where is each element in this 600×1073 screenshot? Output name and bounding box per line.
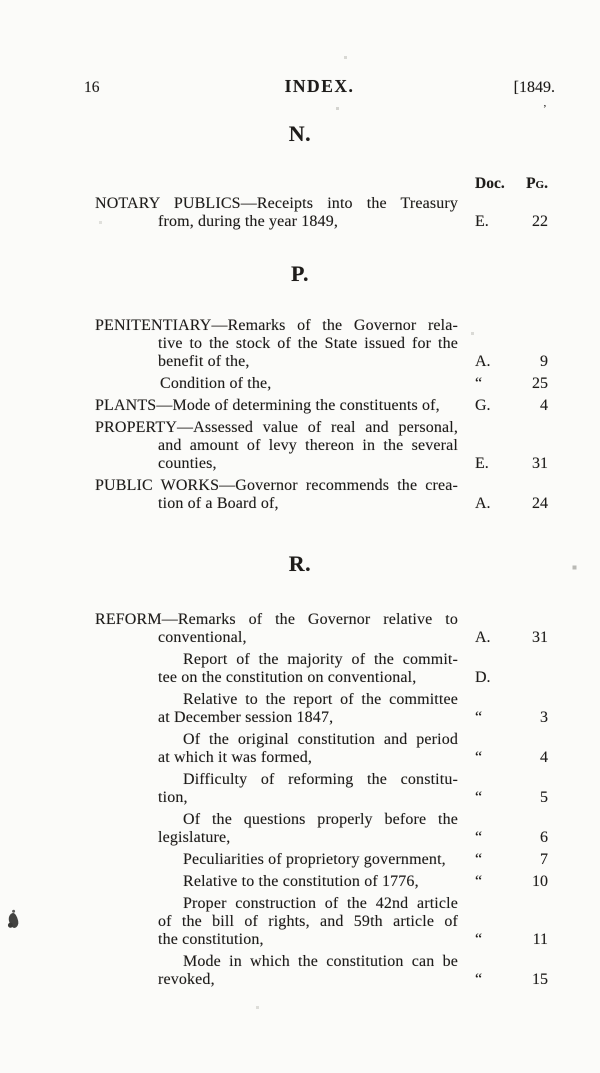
entry-line: tee on the constitution on conventional, — [158, 669, 417, 686]
entry-line: revoked, — [158, 971, 215, 988]
entry-line: benefit of the, — [158, 353, 250, 370]
section-letter: R. — [288, 551, 312, 576]
doc-cell: “ — [475, 375, 483, 392]
entry-line: Mode in which the constitution can be — [183, 953, 458, 970]
year-label: [1849. — [513, 79, 555, 96]
entry-line: Proper construction of the 42nd article — [183, 895, 458, 912]
pg-cell: 9 — [540, 353, 548, 370]
page-number: 16 — [84, 79, 100, 96]
doc-cell: “ — [475, 789, 483, 806]
pg-cell: 6 — [540, 829, 548, 846]
section-letter: P. — [291, 261, 309, 286]
entry-line: Difficulty of reforming the constitu- — [183, 771, 458, 788]
entry-text — [95, 895, 458, 949]
entry-text — [95, 811, 458, 847]
pg-cell: 24 — [532, 495, 548, 512]
pg-cell: 4 — [540, 397, 548, 414]
doc-cell: “ — [475, 931, 483, 948]
entry-line: the constitution, — [158, 931, 264, 948]
entry-text — [95, 397, 458, 415]
doc-cell: “ — [475, 749, 483, 766]
entry-text — [95, 953, 458, 989]
entry-line: Condition of the, — [160, 375, 272, 392]
page-title: INDEX. — [284, 76, 355, 96]
section-N — [0, 123, 600, 231]
doc-cell: A. — [475, 353, 491, 370]
entry-text — [95, 195, 458, 231]
pg-cell: 10 — [532, 873, 548, 890]
index-entry — [95, 375, 548, 393]
entry-line: Peculiarities of proprietory government, — [183, 851, 446, 868]
entry-line: counties, — [158, 455, 217, 472]
index-entry — [95, 477, 548, 513]
pg-cell: 5 — [540, 789, 548, 806]
doc-cell: D. — [475, 669, 491, 686]
entry-line: Relative to the constitution of 1776, — [183, 873, 419, 890]
section-P — [0, 263, 600, 513]
entry-text — [95, 771, 458, 807]
entry-line: legislature, — [158, 829, 231, 846]
doc-cell: E. — [475, 213, 489, 230]
pg-column-label: Pg. — [526, 175, 548, 192]
index-entry — [95, 873, 548, 891]
index-entry — [95, 651, 548, 687]
entry-line: from, during the year 1849, — [158, 213, 339, 230]
doc-cell: “ — [475, 873, 483, 890]
pg-cell: 25 — [532, 375, 548, 392]
doc-cell: “ — [475, 709, 483, 726]
entry-line: PUBLIC WORKS—Governor recommends the crea- — [95, 477, 458, 494]
entry-text — [95, 731, 458, 767]
entry-text — [95, 611, 458, 647]
entry-text — [95, 651, 458, 687]
doc-cell: “ — [475, 971, 483, 988]
pg-cell: 31 — [532, 455, 548, 472]
page-header — [0, 76, 600, 97]
entry-line: PENITENTIARY—Remarks of the Governor rela- — [95, 317, 458, 334]
entry-text — [95, 477, 458, 513]
section-entries — [0, 195, 600, 231]
index-entry — [95, 397, 548, 415]
index-entry — [95, 731, 548, 767]
entry-line: tion of a Board of, — [158, 495, 279, 512]
entry-text — [95, 691, 458, 727]
section-letter: N. — [288, 121, 312, 146]
entry-line: at which it was formed, — [158, 749, 313, 766]
entry-text — [95, 873, 458, 891]
index-entry — [95, 851, 548, 869]
pg-cell: 4 — [540, 749, 548, 766]
index-entry — [95, 691, 548, 727]
doc-cell: G. — [475, 397, 491, 414]
section-entries — [0, 317, 600, 513]
index-entry — [95, 895, 548, 949]
entry-line: tive to the stock of the State issued for the — [158, 335, 458, 352]
entry-line: REFORM—Remarks of the Governor relative to — [95, 611, 458, 628]
index-entry — [95, 811, 548, 847]
pg-cell: 3 — [540, 709, 548, 726]
entry-line: PROPERTY—Assessed value of real and personal, — [95, 419, 458, 436]
entry-line: Relative to the report of the committee — [183, 691, 458, 708]
entry-text — [95, 317, 458, 371]
doc-cell: “ — [475, 829, 483, 846]
sections — [0, 123, 600, 989]
entry-line: of the bill of rights, and 59th article of — [158, 913, 458, 930]
index-entry — [95, 195, 548, 231]
stray-mark: ’ — [543, 103, 547, 115]
index-entry — [95, 771, 548, 807]
pg-cell: 22 — [532, 213, 548, 230]
doc-cell: A. — [475, 495, 491, 512]
pg-cell: 31 — [532, 629, 548, 646]
pg-cell: 15 — [532, 971, 548, 988]
entry-line: tion, — [158, 789, 188, 806]
index-entry — [95, 953, 548, 989]
index-entry — [95, 419, 548, 473]
index-entry — [95, 317, 548, 371]
section-R — [0, 553, 600, 989]
entry-line: Of the original constitution and period — [183, 731, 458, 748]
entry-text — [95, 375, 458, 393]
entry-line: NOTARY PUBLICS—Receipts into the Treasury — [95, 195, 458, 212]
entry-line: Of the questions properly before the — [183, 811, 458, 828]
entry-line: and amount of levy thereon in the several — [158, 437, 458, 454]
doc-column-label: Doc. — [475, 175, 505, 192]
entry-line: PLANTS—Mode of determining the constituents of, — [95, 397, 440, 414]
index-entry — [95, 611, 548, 647]
doc-cell: “ — [475, 851, 483, 868]
entry-text — [95, 419, 458, 473]
entry-line: at December session 1847, — [158, 709, 334, 726]
pg-cell: 11 — [532, 931, 548, 948]
doc-cell: E. — [475, 455, 489, 472]
section-entries — [0, 611, 600, 989]
entry-line: Report of the majority of the commit- — [183, 651, 458, 668]
entry-text — [95, 851, 458, 869]
scan-specks — [0, 0, 1, 1]
column-header — [95, 175, 548, 193]
entry-line: conventional, — [158, 629, 247, 646]
doc-cell: A. — [475, 629, 491, 646]
pg-cell: 7 — [540, 851, 548, 868]
